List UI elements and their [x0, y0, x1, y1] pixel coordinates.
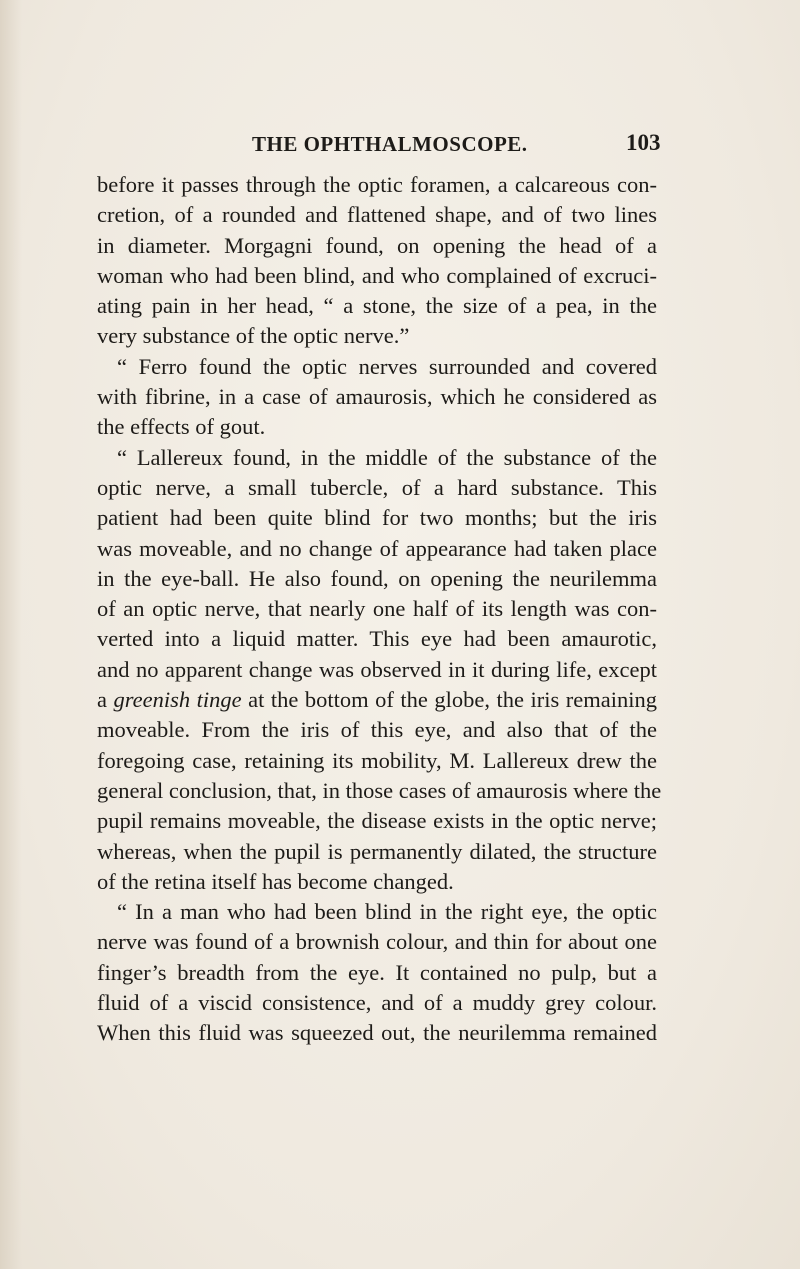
text-line: of the retina itself has become changed.	[97, 868, 454, 894]
italic-phrase: greenish tinge	[113, 687, 242, 713]
text-line: finger’s breadth from the eye. It contained no pulp, but a	[97, 959, 657, 985]
text-line: “ Ferro found the optic nerves surrounded and covered	[117, 353, 657, 379]
text-line: in the eye-ball. He also found, on opening the neurilemma	[97, 565, 657, 591]
running-head: THE OPHTHALMOSCOPE.	[252, 132, 528, 156]
text-line: When this fluid was squeezed out, the neurilemma remained	[97, 1020, 657, 1046]
text-line-with-italic	[97, 685, 657, 715]
text-line: in diameter. Morgagni found, on opening the head of a	[97, 232, 657, 258]
text-line: patient had been quite blind for two months; but the iris	[97, 505, 657, 531]
text-line: the effects of gout.	[97, 414, 266, 440]
text-line: cretion, of a rounded and flattened shape, and of two lines	[97, 202, 657, 228]
text-line: of an optic nerve, that nearly one half of its length was con-	[97, 596, 657, 622]
body-text	[97, 170, 662, 1049]
line-suffix: at the bottom of the globe, the iris remaining	[241, 687, 658, 713]
text-line: fluid of a viscid consistence, and of a muddy grey colour.	[97, 990, 657, 1016]
line-prefix: a	[97, 687, 114, 713]
text-line: “ In a man who had been blind in the right eye, the optic	[117, 899, 657, 925]
text-line: nerve was found of a brownish colour, and thin for about one	[97, 929, 657, 955]
text-line: pupil remains moveable, the disease exists in the optic nerve;	[97, 808, 657, 834]
text-line: woman who had been blind, and who complained of excruci-	[97, 262, 657, 288]
page-number: 103	[626, 130, 661, 155]
text-line: verted into a liquid matter. This eye had been amaurotic,	[97, 626, 657, 652]
text-line: with fibrine, in a case of amaurosis, which he considered as	[97, 384, 657, 410]
text-line: before it passes through the optic foramen, a calcareous con-	[97, 172, 657, 197]
text-line: optic nerve, a small tubercle, of a hard substance. This	[97, 474, 657, 500]
text-line: moveable. From the iris of this eye, and also that of the	[97, 717, 657, 743]
text-line: whereas, when the pupil is permanently dilated, the structure	[97, 838, 657, 864]
gutter-shadow	[0, 0, 22, 1269]
text-line: foregoing case, retaining its mobility, M. Lallereux drew the	[97, 747, 657, 773]
text-line: general conclusion, that, in those cases of amaurosis where the	[97, 777, 662, 803]
text-line: and no apparent change was observed in it during life, except	[97, 656, 657, 682]
text-line: was moveable, and no change of appearance had taken place	[97, 535, 657, 561]
text-line: “ Lallereux found, in the middle of the substance of the	[117, 444, 657, 470]
text-line: very substance of the optic nerve.”	[97, 323, 410, 349]
text-line: ating pain in her head, “ a stone, the size of a pea, in the	[97, 293, 657, 319]
